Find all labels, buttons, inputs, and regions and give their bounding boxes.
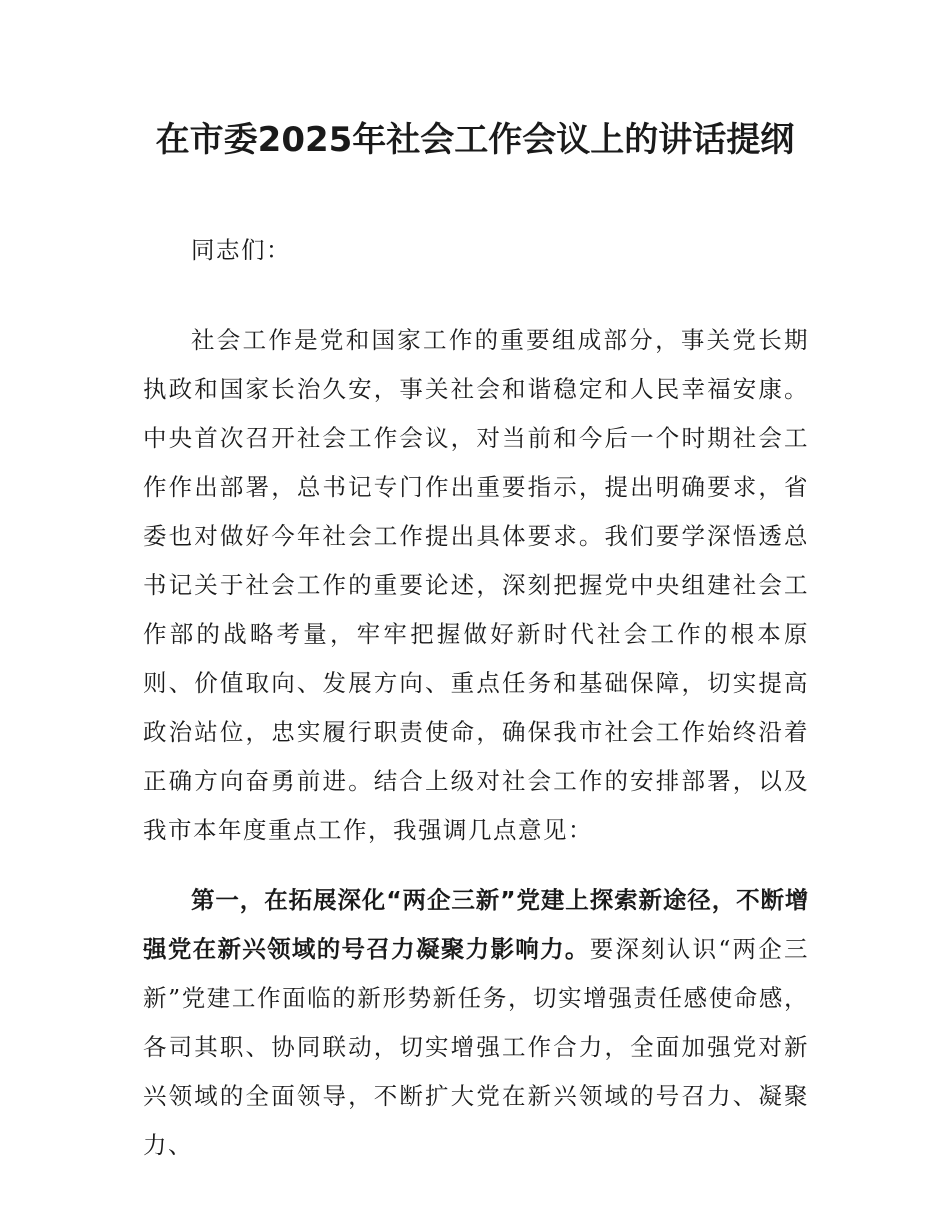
- paragraph-first-point-text: 要深刻认识“两企三新”党建工作面临的新形势新任务，切实增强责任感使命感，各司其职、协同联动，切实增强工作合力，全面加强党对新兴领域的全面领导，不断扩大党在新兴领域的号召力、凝聚力、: [143, 935, 809, 1159]
- paragraph-first-point: [143, 876, 809, 1170]
- document-title: 在市委2025年社会工作会议上的讲话提纲: [155, 120, 795, 160]
- paragraph-intro: [143, 316, 809, 855]
- salutation: 同志们：: [191, 236, 291, 264]
- paragraph-first-point-heading: 第一，在拓展深化“两企三新”党建上探索新途径，不断增强党在新兴领域的号召力凝聚力影响力。: [143, 886, 809, 963]
- paragraph-intro-text: 社会工作是党和国家工作的重要组成部分，事关党长期执政和国家长治久安，事关社会和谐稳定和人民幸福安康。中央首次召开社会工作会议，对当前和今后一个时期社会工作作出部署，总书记专门作出重要指示，提出明确要求，省委也对做好今年社会工作提出具体要求。我们要学深悟透总书记关于社会工作的重要论述，深刻把握党中央组建社会工作部的战略考量，牢牢把握做好新时代社会工作的根本原则、价值取向、发展方向、重点任务和基础保障，切实提高政治站位，忠实履行职责使命，确保我市社会工作始终沿着正确方向奋勇前进。结合上级对社会工作的安排部署，以及我市本年度重点工作，我强调几点意见：: [143, 326, 809, 844]
